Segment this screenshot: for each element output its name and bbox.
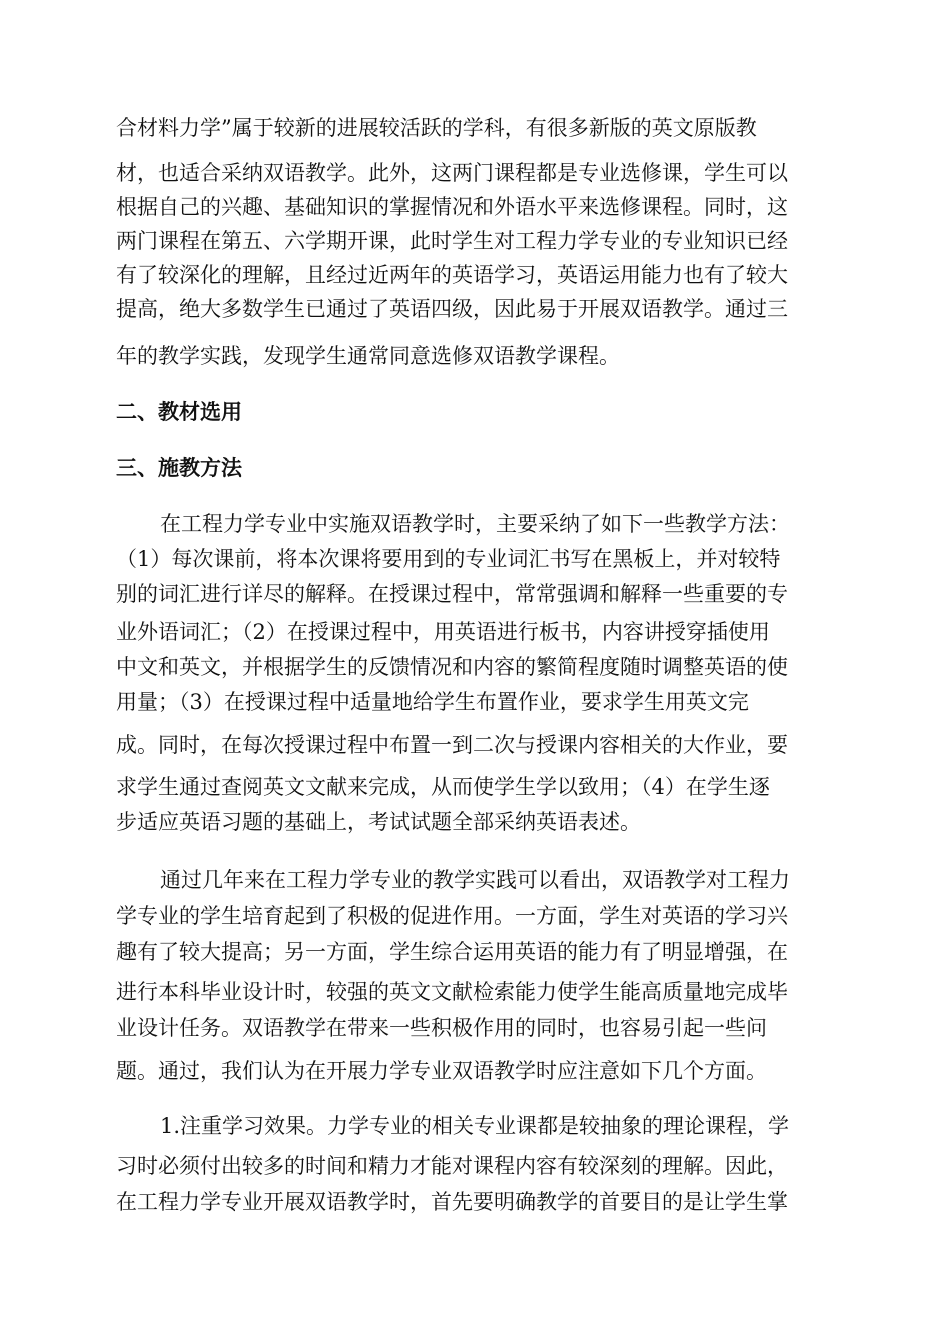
text-line: 通过几年来在工程力学专业的教学实践可以看出，双语教学对工程力 [160,868,790,892]
section-heading-teaching-methods: 三、施教方法 [116,455,242,480]
section-heading-textbook-selection: 二、教材选用 [116,399,242,424]
text-line: 有了较深化的理解，且经过近两年的英语学习，英语运用能力也有了较大 [116,263,788,287]
text-line: 成。同时，在每次授课过程中布置一到二次与授课内容相关的大作业，要 [116,733,788,757]
text-line: 步适应英语习题的基础上，考试试题全部采纳英语表述。 [116,810,641,834]
text-line: 合材料力学”属于较新的进展较活跃的学科，有很多新版的英文原版教 [116,116,757,140]
text-line: 进行本科毕业设计时，较强的英文文献检索能力使学生能高质量地完成毕 [116,980,788,1004]
text-line: 在工程力学专业开展双语教学时，首先要明确教学的首要目的是让学生掌 [116,1190,788,1214]
text-line: 在工程力学专业中实施双语教学时，主要采纳了如下一些教学方法： [160,512,790,536]
text-line: 中文和英文，并根据学生的反馈情况和内容的繁简程度随时调整英语的使 [116,655,788,679]
text-line: 别的词汇进行详尽的解释。在授课过程中，常常强调和解释一些重要的专 [116,582,788,606]
text-line: 根据自己的兴趣、基础知识的掌握情况和外语水平来选修课程。同时，这 [116,195,788,219]
text-line: 年的教学实践，发现学生通常同意选修双语教学课程。 [116,344,620,368]
text-line: 题。通过，我们认为在开展力学专业双语教学时应注意如下几个方面。 [116,1059,767,1083]
text-line: 两门课程在第五、六学期开课，此时学生对工程力学专业的专业知识已经 [116,229,788,253]
text-line: 业设计任务。双语教学在带来一些积极作用的同时，也容易引起一些问 [116,1016,767,1040]
text-line: 趣有了较大提高；另一方面，学生综合运用英语的能力有了明显增强，在 [116,940,788,964]
text-line: 提高，绝大多数学生已通过了英语四级，因此易于开展双语教学。通过三 [116,297,788,321]
text-line: 习时必须付出较多的时间和精力才能对课程内容有较深刻的理解。因此， [116,1154,788,1178]
text-line: 材，也适合采纳双语教学。此外，这两门课程都是专业选修课，学生可以 [116,161,788,185]
text-line: （1）每次课前，将本次课将要用到的专业词汇书写在黑板上，并对较特 [116,547,781,571]
text-line: 业外语词汇；（2）在授课过程中，用英语进行板书，内容讲授穿插使用 [116,620,770,644]
text-line: 用量；（3）在授课过程中适量地给学生布置作业，要求学生用英文完 [116,690,749,714]
text-line: 学专业的学生培育起到了积极的促进作用。一方面，学生对英语的学习兴 [116,904,788,928]
text-line: 1.注重学习效果。力学专业的相关专业课都是较抽象的理论课程，学 [160,1114,790,1138]
text-line: 求学生通过查阅英文文献来完成，从而使学生学以致用；（4）在学生逐 [116,775,770,799]
